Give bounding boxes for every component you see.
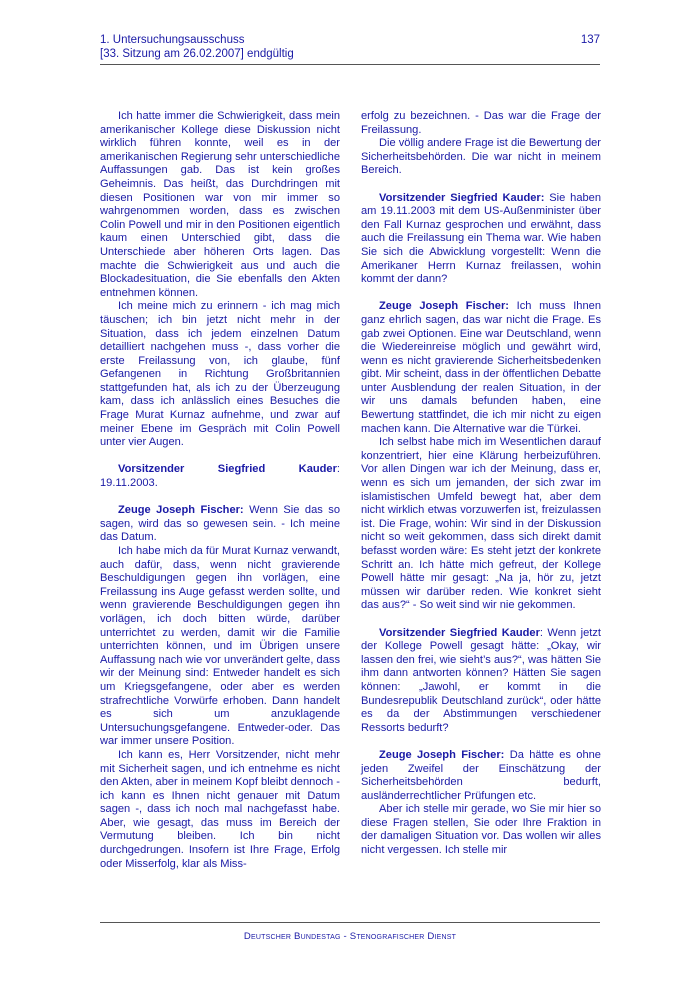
paragraph-text: erfolg zu bezeichnen. - Das war die Frage der Freilassung.	[361, 110, 601, 136]
paragraph	[100, 545, 340, 749]
paragraph	[361, 627, 601, 736]
paragraph	[361, 110, 601, 137]
paragraph	[361, 137, 601, 178]
paragraph-text: Ich selbst habe mich im Wesentlichen darauf konzentriert, hier eine Klärung herbeizuführen. Vor allen Dingen war ich der Meinung, dass er, wenn es sich um jemanden, der sich zwar im islamistischen Umfeld bewegt hat, aber dem nicht wirklich etwas vorzuwerfen ist, freizulassen ist. Die Frage, wohin: Wir sind in der Diskussion nicht so weit gekommen, dass sich direkt damit befasst worden wäre: Es steht jetzt der konkrete Schritt an. Ich hätte mich gefreut, der Kollege Powell hätte mir gesagt: „Na ja, hör zu, jetzt müssen wir darüber reden. Wie konkret sieht das aus?“ - So weit sind wir nie gekommen.	[361, 436, 601, 612]
paragraph-text: Ich habe mich da für Murat Kurnaz verwandt, auch dafür, dass, wenn nicht gravierende Beschuldigungen gegen ihn vorlägen, eine Freilassung ins Auge gefasst werden sollte, und wenn gravierende Beschuldigungen gegen ihn vorlägen, ich doch bitten würde, darüber unterrichtet zu werden, damit wir die Familie unterrichten können, und im Übrigen unsere Auffassung nach wie vor unverändert gelte, dass wir der Meinung sind: Entweder handelt es sich um Kriegsgefangene, oder aber es werden strafrechtliche Vorwürfe erhoben. Dann handelt es sich um anzuklagende Untersuchungsgefangene. Entweder-oder. Das war immer unsere Position.	[100, 545, 340, 748]
paragraph	[100, 300, 340, 450]
speaker-name: Vorsitzender Siegfried Kauder:	[379, 191, 545, 204]
page-header	[100, 33, 600, 61]
paragraph-text: Wenn Sie das so sagen, wird das so gewesen sein. - Ich meine das Datum.	[100, 504, 340, 544]
paragraph	[361, 803, 601, 857]
paragraph-text: : 19.11.2003.	[100, 463, 340, 490]
paragraph	[361, 749, 601, 803]
speaker-name: Vorsitzender Siegfried Kauder	[118, 463, 337, 476]
paragraph-text: Ich muss Ihnen ganz ehrlich sagen, das war nicht die Frage. Es gab zwei Optionen. Eine war Deutschland, wenn die Wiedereinreise möglich und gewährt wird, wenn es nicht gravierende Sicherheitsbedenken gibt. Mir scheint, dass in der öffentlichen Debatte unter Ausblendung der realen Situation, in der wir uns damals befunden haben, eine Bewertung stattfindet, die ich mir nicht zu eigen machen kann. Die Alternative war die Türkei.	[361, 300, 601, 435]
right-column	[361, 110, 601, 858]
speaker-name: Zeuge Joseph Fischer:	[379, 748, 505, 761]
paragraph-text: Ich meine mich zu erinnern - ich mag mich täuschen; ich bin jetzt nicht mehr in der Situation, dass ich jedem einzelnen Datum detailliert nachgehen muss -, dass vorher die erste Freilassung von, ich glaube, fünf Gefangenen in Richtung Großbritannien stattgefunden hat, als ich zu der Überzeugung kam, dass ich anlässlich eines Besuches die Frage Murat Kurnaz aufnehme, und zwar auf meiner Ebene im Gespräch mit Colin Powell unter vier Augen.	[100, 300, 340, 449]
footer-text: Deutscher Bundestag - Stenografischer Dienst	[243, 931, 457, 942]
page-footer	[100, 931, 600, 942]
paragraph-text: Sie haben am 19.11.2003 mit dem US-Außenminister über den Fall Kurnaz gesprochen und erwähnt, dass auch die Freilassung ein Thema war. Wie haben Sie sich die Abwicklung vorgestellt: Wenn die Amerikaner Herrn Kurnaz freilassen, wohin kommt der dann?	[361, 191, 601, 286]
left-column	[100, 110, 340, 871]
speaker-name: Vorsitzender Siegfried Kauder	[379, 626, 540, 639]
paragraph	[361, 436, 601, 613]
session-info: [33. Sitzung am 26.02.2007] endgültig	[100, 48, 294, 60]
paragraph-text: Ich kann es, Herr Vorsitzender, nicht mehr mit Sicherheit sagen, und ich entnehme es nicht den Akten, aber in meinem Kopf bleibt dennoch - ich kann es Ihnen nicht genauer mit Datum sagen -, dass ich noch mal nachgefasst habe. Aber, wie gesagt, das muss im Bereich der Vermutung bleiben. Ich bin nicht durchgedrungen. Insofern ist Ihre Frage, Erfolg oder Misserfolg, klar als Miss-	[100, 748, 340, 870]
footer-divider	[100, 922, 600, 923]
paragraph	[361, 300, 601, 436]
paragraph-text: : Wenn jetzt der Kollege Powell gesagt hätte: „Okay, wir lassen den frei, wie sieht’s aus?“, was hätten Sie ihm dann antworten können? Hätten Sie sagen können: „Jawohl, er kommt in die Bundesrepublik Deutschland zurück“, oder hätte es da der Abstimmungen verschiedener Ressorts bedurft?	[361, 626, 601, 734]
speaker-name: Zeuge Joseph Fischer:	[379, 300, 509, 313]
paragraph	[100, 110, 340, 300]
paragraph-text: Da hätte es ohne jeden Zweifel der Einschätzung der Sicherheitsbehörden bedurft, ausländerrechtlicher Prüfungen etc.	[361, 748, 601, 802]
paragraph	[100, 463, 340, 490]
paragraph-text: Aber ich stelle mir gerade, wo Sie mir hier so diese Fragen stellen, Sie oder Ihre Fraktion in der damaligen Situation vor. Das wollen wir alles nicht vergessen. Ich stelle mir	[361, 803, 601, 857]
committee-name: 1. Untersuchungsausschuss	[100, 34, 245, 46]
paragraph	[100, 749, 340, 871]
page-number: 137	[580, 34, 600, 46]
paragraph	[361, 192, 601, 287]
paragraph-text: Ich hatte immer die Schwierigkeit, dass mein amerikanischer Kollege diese Diskussion nicht wirklich führen konnte, weil es in der amerikanischen Regierung sehr unterschiedliche Auffassungen gab. Das ist kein großes Geheimnis. Das heißt, das Durchdringen mit diesen Positionen war von mir immer so wahrgenommen worden, dass es zwischen Colin Powell und mir in den Positionen eigentlich kaum einen Unterschied gibt, dass die Unterschiede aber höheren Orts lagen. Das machte die Schwierigkeit aus und auch die Blockadesituation, die Sie ebenfalls den Akten entnehmen können.	[100, 110, 340, 299]
paragraph	[100, 504, 340, 545]
header-divider	[100, 64, 600, 65]
paragraph-text: Die völlig andere Frage ist die Bewertung der Sicherheitsbehörden. Die war nicht in meinem Bereich.	[361, 137, 601, 177]
speaker-name: Zeuge Joseph Fischer:	[118, 504, 244, 517]
